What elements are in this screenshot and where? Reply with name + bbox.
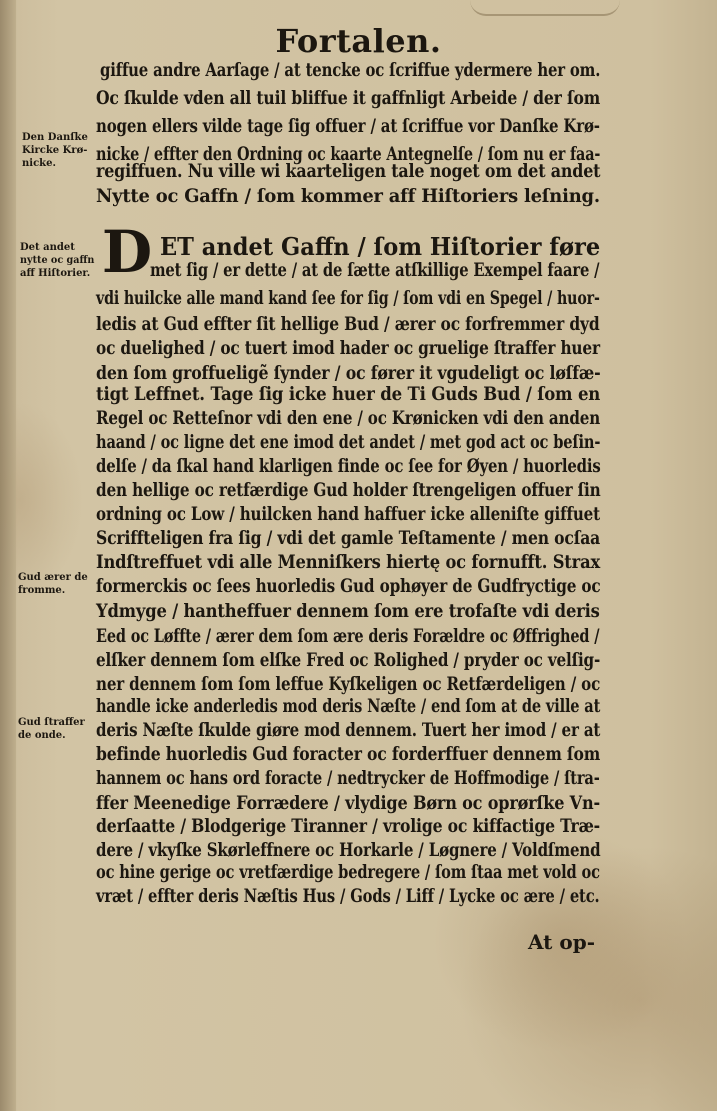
- section-line: vræt / effter deris Næſtis Hus / Gods / Liff / Lycke oc ære / etc.: [96, 886, 600, 907]
- section-first-line: ET andet Gaffn / ſom Hiſtorier føre: [160, 232, 601, 261]
- section-line: oc hine gerige oc vretfærdige bedregere / ſom ſtaa met vold oc: [96, 862, 600, 883]
- section-line: tigt Leffnet. Tage ſig icke huer de Ti Guds Bud / ſom en: [96, 384, 601, 405]
- section-line: ledis at Gud effter ſit hellige Bud / ærer oc forfremmer dyd: [96, 314, 600, 335]
- body-line: nicke / effter den Ordning oc kaarte Antegnelſe / ſom nu er faa-: [96, 144, 601, 165]
- margin-note: Kircke Krø-: [22, 145, 88, 156]
- margin-note: de onde.: [18, 730, 66, 741]
- section-line: met ſig / er dette / at de ſætte atſkillige Exempel faare /: [150, 260, 600, 281]
- section-line: oc duelighed / oc tuert imod hader oc gruelige ſtraffer huer: [96, 338, 600, 359]
- section-line: delſe / da ſkal hand klarligen finde oc ſee for Øyen / huorledis: [96, 456, 601, 477]
- section-line: Scriffteligen fra ſig / vdi det gamle Teſtamente / men ocſaa: [96, 528, 601, 549]
- section-line: befinde huorledis Gud foracter oc forderffuer dennem ſom: [96, 744, 601, 765]
- page-gutter: [0, 0, 16, 1111]
- section-line: vdi huilcke alle mand kand ſee for ſig / ſom vdi en Spegel / huor-: [96, 288, 600, 309]
- margin-note: Gud ſtraffer: [18, 717, 85, 728]
- running-header: Fortalen.: [275, 22, 442, 60]
- drop-initial: D: [101, 218, 153, 286]
- margin-note: aff Hiſtorier.: [20, 268, 91, 279]
- margin-note: nicke.: [22, 158, 56, 169]
- section-line: den hellige oc retfærdige Gud holder ſtrengeligen offuer ſin: [96, 480, 601, 501]
- section-line: ffer Meenedige Forrædere / vlydige Børn oc oprørſke Vn-: [96, 793, 600, 814]
- catchword: At op-: [528, 930, 595, 954]
- margin-note: nytte oc gaffn: [20, 255, 95, 266]
- section-line: Regel oc Retteſnor vdi den ene / oc Krønicken vdi den anden: [96, 408, 601, 429]
- section-line: ner dennem ſom ſom leffue Kyſkeligen oc Retfærdeligen / oc: [96, 674, 601, 695]
- margin-note: Gud ærer de: [18, 572, 88, 583]
- margin-note: fromme.: [18, 585, 66, 596]
- body-line: Oc ſkulde vden all tuil bliffue it gaffnligt Arbeide / der ſom: [96, 88, 601, 109]
- body-line: Nytte oc Gaffn / ſom kommer aff Hiſtoriers leſning.: [96, 186, 600, 207]
- section-line: Indſtreffuet vdi alle Menniſkers hiertę oc fornufft. Strax: [96, 552, 601, 573]
- body-line: regiffuen. Nu ville wi kaarteligen tale noget om det andet: [96, 161, 601, 182]
- section-line: handle icke anderledis mod deris Næſte / end ſom at de ville at: [96, 696, 601, 717]
- section-line: Eed oc Løffte / ærer dem ſom ære deris Forældre oc Øffrighed /: [96, 626, 600, 647]
- section-line: dere / vkyſke Skørleffnere oc Horkarle / Løgnere / Voldſmend: [96, 840, 601, 861]
- section-line: ordning oc Low / huilcken hand haffuer icke alleniſte giffuet: [96, 504, 600, 525]
- section-line: deris Næſte ſkulde giøre mod dennem. Tuert her imod / er at: [96, 720, 601, 741]
- section-line: derſaatte / Blodgerige Tiranner / vrolige oc kiffactige Træ-: [96, 816, 601, 837]
- section-line: hannem oc hans ord foracte / nedtrycker de Hoffmodige / ſtra-: [96, 768, 600, 789]
- section-line: Ydmyge / hantheffuer dennem ſom ere trofaſte vdi deris: [96, 601, 600, 622]
- section-line: formerckis oc ſees huorledis Gud ophøyer de Gudfryctige oc: [96, 576, 601, 597]
- body-line: giffue andre Aarſage / at tencke oc ſcriffue ydermere her om.: [100, 60, 601, 81]
- margin-note: Det andet: [20, 242, 75, 253]
- margin-note: Den Danſke: [22, 132, 88, 143]
- body-line: nogen ellers vilde tage ſig offuer / at ſcriffue vor Danſke Krø-: [96, 116, 600, 137]
- section-line: den ſom groffueligẽ ſynder / oc fører it vgudeligt oc løſfæ-: [96, 363, 601, 384]
- section-line: elſker dennem ſom elſke Fred oc Rolighed / pryder oc velſig-: [96, 650, 601, 671]
- page-fold: [470, 0, 620, 16]
- section-line: haand / oc ligne det ene imod det andet / met god act oc beſin-: [96, 432, 601, 453]
